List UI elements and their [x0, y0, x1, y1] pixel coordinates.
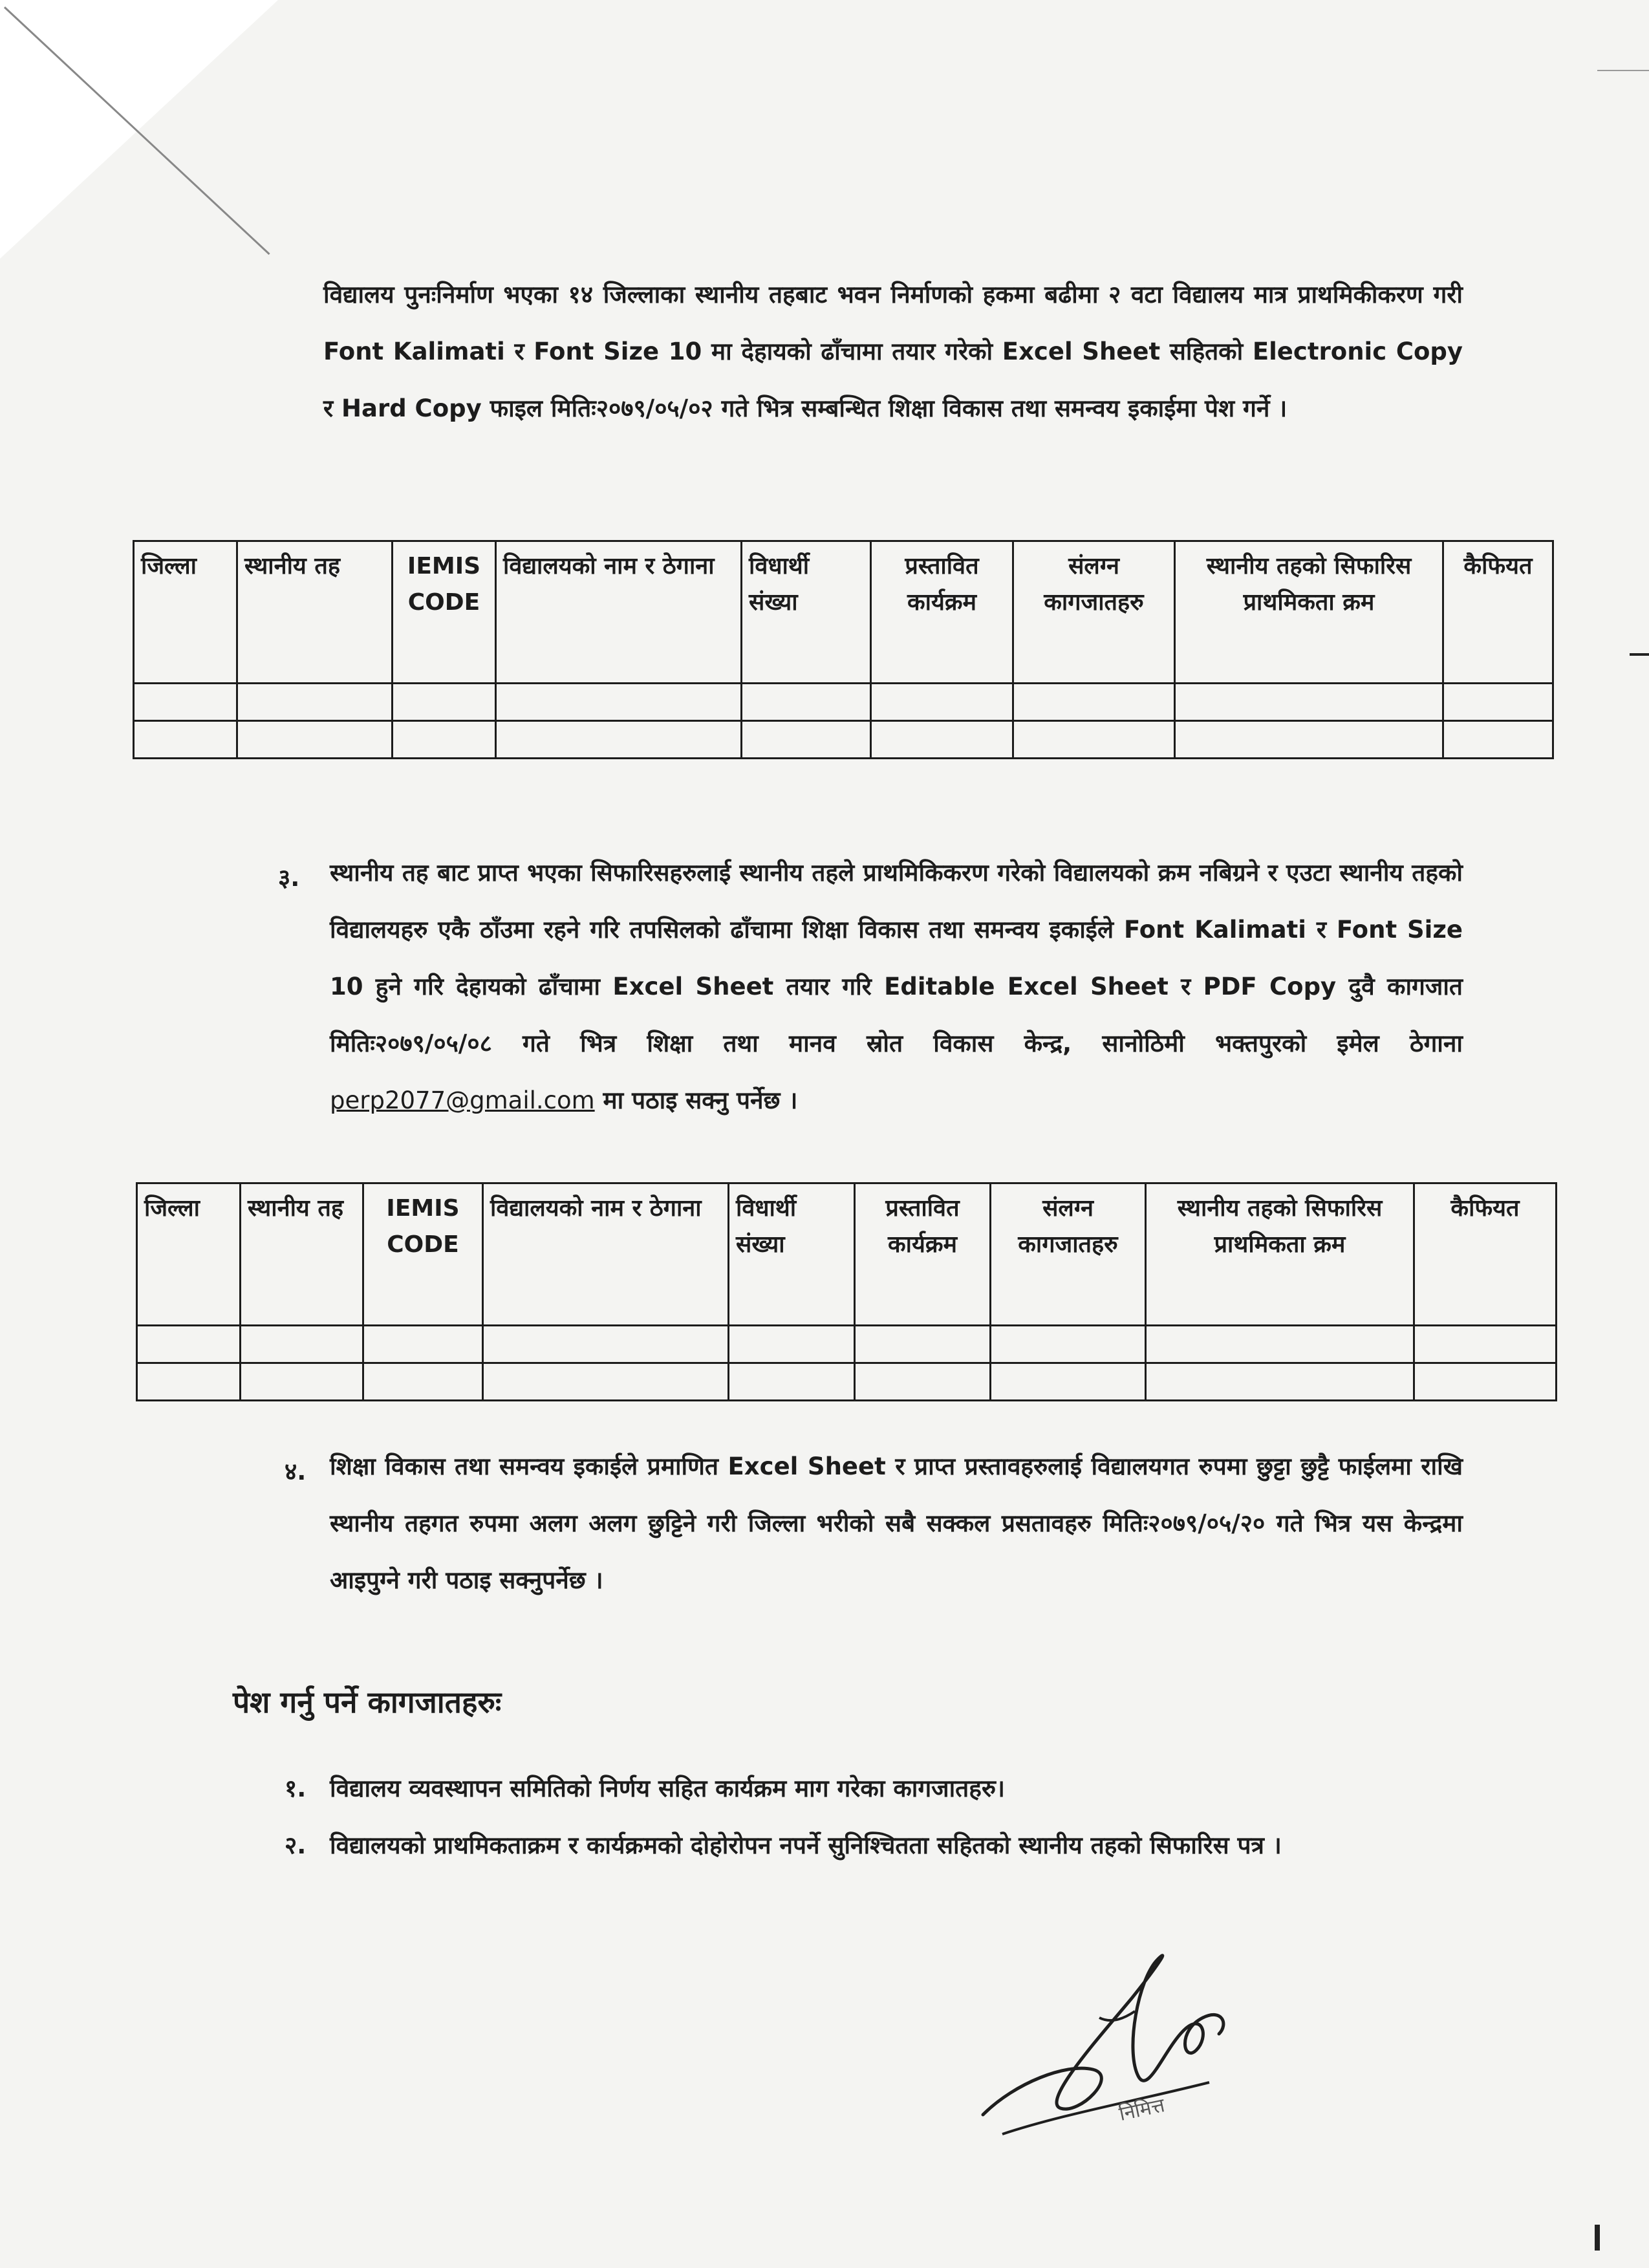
documents-heading: पेश गर्नु पर्ने कागजातहरुः	[233, 1685, 502, 1720]
email-address: perp2077@gmail.com	[330, 1086, 595, 1114]
proposal-table-2	[136, 1182, 1557, 1401]
header-student-count: विधार्थी संख्या	[742, 541, 871, 684]
edge-mark	[1595, 2225, 1600, 2251]
signature-stamp: निमित्त	[1117, 2093, 1167, 2126]
header-recommendation-priority: स्थानीय तहको सिफारिस प्राथमिकता क्रम	[1175, 541, 1443, 684]
header-proposed-program: प्रस्तावित कार्यक्रम	[855, 1183, 991, 1326]
header-remarks: कैफियत	[1414, 1183, 1557, 1326]
header-remarks: कैफियत	[1443, 541, 1553, 684]
header-recommendation-priority: स्थानीय तहको सिफारिस प्राथमिकता क्रम	[1146, 1183, 1414, 1326]
section-4-number: ४.	[285, 1458, 307, 1485]
header-attached-documents: संलग्न कागजातहरु	[1013, 541, 1175, 684]
section-3-text: स्थानीय तह बाट प्राप्त भएका सिफारिसहरुलाई स्थानीय तहले प्राथमिकिकरण गरेको विद्यालयको क्रम नबिग्रने र एउटा स्थानीय तहको विद्यालयहरु एकै ठाँउमा रहने गरि तपसिलको ढाँचामा शिक्षा विकास तथा समन्वय इकाईले Font Kalimati र Font Size 10 हुने गरि देहायको ढाँचामा Excel Sheet तयार गरि Editable Excel Sheet र PDF Copy दुवै कागजात मितिः२०७९/०५/०८ गते भित्र शिक्षा तथा मानव स्रोत विकास केन्द्र, सानोठिमी भक्तपुरको इमेल ठेगाना	[330, 859, 1463, 1057]
header-local-level: स्थानीय तह	[241, 1183, 363, 1326]
header-student-count: विधार्थी संख्या	[729, 1183, 855, 1326]
proposal-table-1	[133, 540, 1554, 759]
header-school-name-address: विद्यालयको नाम र ठेगाना	[483, 1183, 729, 1326]
table-header-row	[137, 1183, 1557, 1326]
list-item-number: १.	[285, 1775, 307, 1802]
table-row	[134, 721, 1553, 759]
edge-mark	[1597, 70, 1649, 71]
header-attached-documents: संलग्न कागजातहरु	[991, 1183, 1146, 1326]
section-3-number: ३.	[278, 864, 300, 892]
section-3-text-end: मा पठाइ सक्नु पर्नेछ ।	[594, 1086, 798, 1114]
header-iemis-code: IEMIS CODE	[393, 541, 496, 684]
list-item: विद्यालय व्यवस्थापन समितिको निर्णय सहित कार्यक्रम माग गरेका कागजातहरु।	[330, 1775, 1006, 1802]
folded-corner	[0, 0, 278, 259]
header-iemis-code: IEMIS CODE	[363, 1183, 483, 1326]
section-2-paragraph: विद्यालय पुनःनिर्माण भएका १४ जिल्लाका स्थानीय तहबाट भवन निर्माणको हकमा बढीमा २ वटा विद्यालय मात्र प्राथमिकीकरण गरी Font Kalimati र Font Size 10 मा देहायको ढाँचामा तयार गरेको Excel Sheet सहितको Electronic Copy र Hard Copy फाइल मितिः२०७९/०५/०२ गते भित्र सम्बन्धित शिक्षा विकास तथा समन्वय इकाईमा पेश गर्ने ।	[323, 281, 1463, 422]
table-row	[134, 684, 1553, 721]
header-district: जिल्ला	[134, 541, 237, 684]
list-item-number: २.	[285, 1831, 307, 1859]
header-proposed-program: प्रस्तावित कार्यक्रम	[871, 541, 1013, 684]
section-3-paragraph	[330, 845, 1463, 1129]
header-local-level: स्थानीय तह	[237, 541, 393, 684]
list-item: विद्यालयको प्राथमिकताक्रम र कार्यक्रमको दोहोरोपन नपर्ने सुनिश्चितता सहितको स्थानीय तहको सिफारिस पत्र ।	[330, 1831, 1282, 1859]
table-header-row	[134, 541, 1553, 684]
signature	[964, 1921, 1248, 2154]
table-row	[137, 1326, 1557, 1363]
table-row	[137, 1363, 1557, 1401]
header-district: जिल्ला	[137, 1183, 241, 1326]
section-4-paragraph: शिक्षा विकास तथा समन्वय इकाईले प्रमाणित Excel Sheet र प्राप्त प्रस्तावहरुलाई विद्यालयगत रुपमा छुट्टा छुट्टै फाईलमा राखि स्थानीय तहगत रुपमा अलग अलग छुट्टिने गरी जिल्ला भरीको सबै सक्कल प्रसतावहरु मितिः२०७९/०५/२० गते भित्र यस केन्द्रमा आइपुग्ने गरी पठाइ सक्नुपर्नेछ ।	[330, 1453, 1463, 1594]
header-school-name-address: विद्यालयको नाम र ठेगाना	[496, 541, 742, 684]
edge-mark	[1630, 653, 1649, 656]
